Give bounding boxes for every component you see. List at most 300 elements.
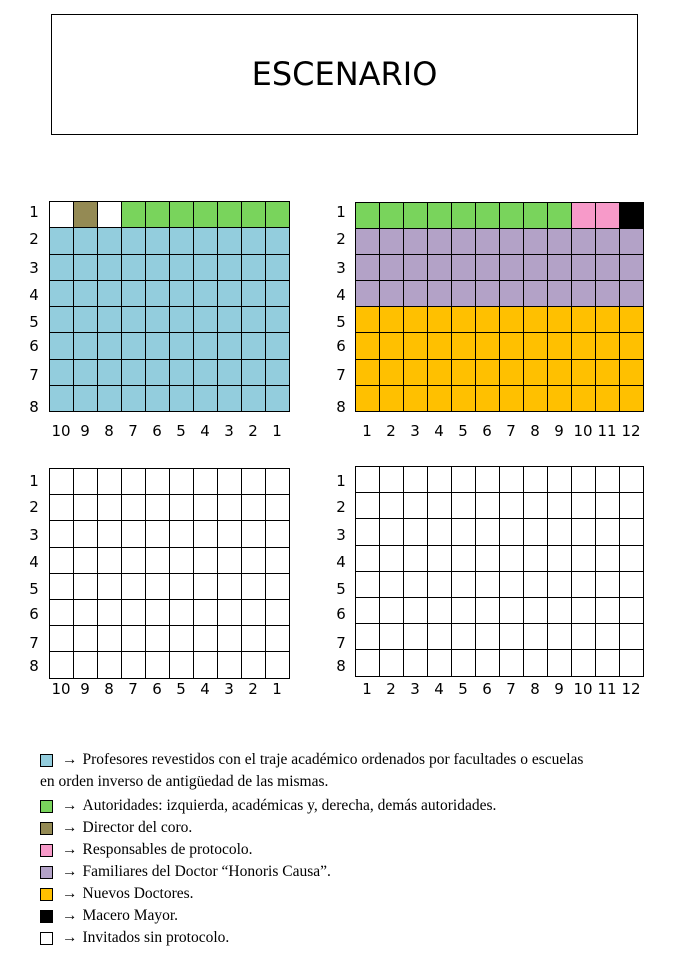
legend-text: Profesores revestidos con el traje académico ordenados por facultades o escuelas (82, 751, 584, 768)
seat-cell (50, 548, 74, 574)
seat-cell (146, 521, 170, 547)
seat-cell (266, 548, 290, 574)
seat-cell (194, 202, 218, 228)
seat-cell (146, 228, 170, 254)
seat-cell (266, 574, 290, 600)
seat-cell (170, 521, 194, 547)
seat-cell (548, 333, 572, 359)
seat-cell (548, 229, 572, 255)
seat-cell (194, 652, 218, 678)
seat-cell (74, 548, 98, 574)
seat-cell (476, 307, 500, 333)
seat-cell (548, 624, 572, 650)
seat-cell (548, 493, 572, 519)
seat-cell (146, 600, 170, 626)
seat-cell (500, 333, 524, 359)
seat-cell (404, 572, 428, 598)
seat-cell (122, 574, 146, 600)
seat-cell (242, 281, 266, 307)
seat-cell (620, 572, 644, 598)
seat-cell (452, 333, 476, 359)
seat-cell (356, 333, 380, 359)
seat-cell (50, 521, 74, 547)
seat-cell (194, 281, 218, 307)
seat-cell (242, 495, 266, 521)
column-label: 5 (176, 422, 186, 440)
seat-cell (266, 495, 290, 521)
seat-cell (122, 281, 146, 307)
seat-cell (266, 469, 290, 495)
seat-cell (218, 495, 242, 521)
seat-cell (524, 467, 548, 493)
seat-cell (122, 652, 146, 678)
column-label: 2 (248, 680, 258, 698)
column-label: 5 (458, 680, 468, 698)
seat-cell (500, 360, 524, 386)
seat-cell (74, 202, 98, 228)
seat-cell (572, 493, 596, 519)
seat-cell (452, 572, 476, 598)
row-label: 1 (29, 472, 39, 490)
column-label: 4 (434, 422, 444, 440)
seat-cell (572, 598, 596, 624)
column-label: 3 (410, 422, 420, 440)
seat-cell (524, 307, 548, 333)
seat-cell (146, 574, 170, 600)
seat-cell (572, 650, 596, 676)
seat-cell (218, 521, 242, 547)
seating-grid-top-right (355, 202, 644, 412)
seat-cell (548, 360, 572, 386)
row-label: 3 (336, 259, 346, 277)
seat-cell (266, 360, 290, 386)
seat-cell (500, 386, 524, 412)
seat-cell (98, 521, 122, 547)
seat-cell (476, 546, 500, 572)
seat-cell (428, 360, 452, 386)
row-label: 8 (29, 657, 39, 675)
seat-cell (524, 281, 548, 307)
row-label: 2 (29, 498, 39, 516)
arrow-icon: → (62, 797, 78, 814)
seat-cell (98, 626, 122, 652)
seat-cell (404, 598, 428, 624)
legend-swatch (40, 822, 53, 835)
legend-item (40, 907, 178, 925)
seat-cell (500, 546, 524, 572)
seat-cell (428, 307, 452, 333)
seat-cell (50, 333, 74, 359)
seat-cell (428, 229, 452, 255)
seat-cell (452, 650, 476, 676)
seat-cell (476, 333, 500, 359)
row-label: 1 (336, 203, 346, 221)
seat-cell (170, 202, 194, 228)
seat-cell (500, 519, 524, 545)
row-label: 5 (336, 313, 346, 331)
seat-cell (596, 229, 620, 255)
column-label: 9 (80, 680, 90, 698)
seat-cell (218, 574, 242, 600)
seat-cell (620, 229, 644, 255)
column-label: 6 (482, 680, 492, 698)
seat-cell (146, 333, 170, 359)
seat-cell (380, 255, 404, 281)
seat-cell (50, 469, 74, 495)
seat-cell (98, 228, 122, 254)
seat-cell (170, 228, 194, 254)
seat-cell (452, 493, 476, 519)
seat-cell (266, 521, 290, 547)
seat-cell (572, 467, 596, 493)
seat-cell (572, 519, 596, 545)
legend-text: Familiares del Doctor “Honoris Causa”. (82, 863, 331, 880)
seat-cell (98, 495, 122, 521)
seat-cell (356, 598, 380, 624)
seat-cell (194, 228, 218, 254)
seat-cell (620, 546, 644, 572)
seat-cell (500, 203, 524, 229)
seat-cell (524, 546, 548, 572)
seat-cell (380, 281, 404, 307)
seat-cell (428, 203, 452, 229)
seat-cell (218, 652, 242, 678)
seat-cell (356, 572, 380, 598)
stage-title: ESCENARIO (251, 55, 438, 93)
seat-cell (122, 495, 146, 521)
seat-cell (428, 493, 452, 519)
seat-cell (218, 386, 242, 412)
seat-cell (452, 203, 476, 229)
seat-cell (122, 202, 146, 228)
seat-cell (170, 626, 194, 652)
seat-cell (500, 572, 524, 598)
seat-cell (122, 521, 146, 547)
seat-cell (356, 203, 380, 229)
seat-cell (524, 598, 548, 624)
seat-cell (548, 467, 572, 493)
seat-cell (242, 255, 266, 281)
seat-cell (500, 307, 524, 333)
seating-grid-bottom-right (355, 466, 644, 677)
seat-cell (596, 281, 620, 307)
seat-cell (428, 333, 452, 359)
column-label: 10 (51, 680, 71, 698)
seat-cell (620, 650, 644, 676)
seat-cell (596, 519, 620, 545)
seat-cell (356, 360, 380, 386)
seat-cell (572, 229, 596, 255)
seat-cell (218, 202, 242, 228)
arrow-icon: → (62, 819, 78, 836)
seat-cell (98, 307, 122, 333)
seat-cell (122, 626, 146, 652)
arrow-icon: → (62, 863, 78, 880)
seat-cell (50, 228, 74, 254)
seat-cell (476, 493, 500, 519)
seat-cell (122, 548, 146, 574)
seat-cell (596, 650, 620, 676)
legend-text: Macero Mayor. (82, 907, 179, 924)
seat-cell (170, 574, 194, 600)
legend-text: Responsables de protocolo. (82, 841, 253, 858)
seat-cell (122, 600, 146, 626)
seat-cell (524, 360, 548, 386)
seat-cell (572, 386, 596, 412)
seat-cell (452, 519, 476, 545)
seat-cell (74, 652, 98, 678)
seat-cell (452, 467, 476, 493)
seat-cell (380, 360, 404, 386)
seat-cell (146, 548, 170, 574)
row-label: 4 (29, 553, 39, 571)
seat-cell (50, 307, 74, 333)
legend-item (40, 797, 496, 815)
row-label: 7 (29, 366, 39, 384)
seat-cell (146, 469, 170, 495)
arrow-icon: → (62, 841, 78, 858)
seat-cell (98, 548, 122, 574)
seat-cell (620, 386, 644, 412)
seat-cell (98, 333, 122, 359)
seat-cell (242, 600, 266, 626)
seat-cell (620, 598, 644, 624)
seat-cell (380, 598, 404, 624)
seat-cell (596, 255, 620, 281)
seat-cell (548, 307, 572, 333)
seat-cell (194, 548, 218, 574)
seat-cell (146, 386, 170, 412)
seat-cell (620, 255, 644, 281)
seat-cell (548, 598, 572, 624)
row-label: 8 (29, 398, 39, 416)
seat-cell (500, 598, 524, 624)
seat-cell (170, 652, 194, 678)
seat-cell (50, 626, 74, 652)
seat-cell (74, 360, 98, 386)
seat-cell (122, 360, 146, 386)
seat-cell (122, 228, 146, 254)
seat-cell (452, 255, 476, 281)
row-label: 6 (336, 605, 346, 623)
seat-cell (572, 546, 596, 572)
seat-cell (242, 202, 266, 228)
column-label: 3 (224, 422, 234, 440)
row-label: 1 (336, 472, 346, 490)
seat-cell (596, 203, 620, 229)
seat-cell (74, 307, 98, 333)
seat-cell (476, 281, 500, 307)
row-label: 4 (336, 553, 346, 571)
legend-text: Nuevos Doctores. (82, 885, 194, 902)
seat-cell (50, 495, 74, 521)
seat-cell (74, 521, 98, 547)
column-label: 12 (621, 680, 641, 698)
seat-cell (356, 624, 380, 650)
seat-cell (500, 467, 524, 493)
seat-cell (356, 386, 380, 412)
arrow-icon: → (62, 751, 78, 768)
seat-cell (146, 281, 170, 307)
seat-cell (122, 307, 146, 333)
seat-cell (218, 626, 242, 652)
seat-cell (428, 386, 452, 412)
column-label: 9 (554, 422, 564, 440)
row-label: 6 (29, 337, 39, 355)
seat-cell (404, 203, 428, 229)
seat-cell (596, 598, 620, 624)
column-label: 11 (597, 422, 617, 440)
seat-cell (524, 229, 548, 255)
seat-cell (500, 650, 524, 676)
seat-cell (242, 521, 266, 547)
seat-cell (500, 624, 524, 650)
seat-cell (194, 360, 218, 386)
seat-cell (620, 281, 644, 307)
seat-cell (524, 493, 548, 519)
seat-cell (50, 281, 74, 307)
seat-cell (380, 307, 404, 333)
seat-cell (404, 360, 428, 386)
seat-cell (194, 600, 218, 626)
column-label: 9 (80, 422, 90, 440)
seat-cell (218, 360, 242, 386)
seat-cell (146, 255, 170, 281)
row-label: 7 (336, 634, 346, 652)
seat-cell (500, 493, 524, 519)
seat-cell (620, 203, 644, 229)
seat-cell (74, 600, 98, 626)
seat-cell (170, 255, 194, 281)
seat-cell (98, 574, 122, 600)
seat-cell (572, 333, 596, 359)
seat-cell (242, 386, 266, 412)
row-label: 5 (29, 580, 39, 598)
seat-cell (524, 255, 548, 281)
legend-text: Invitados sin protocolo. (82, 929, 230, 946)
column-label: 6 (152, 422, 162, 440)
seat-cell (548, 650, 572, 676)
seat-cell (266, 255, 290, 281)
seat-cell (572, 307, 596, 333)
seat-cell (476, 255, 500, 281)
legend-item (40, 929, 229, 947)
legend-item (40, 863, 331, 881)
row-label: 6 (29, 605, 39, 623)
stage-box (51, 14, 638, 135)
legend-swatch (40, 800, 53, 813)
seat-cell (194, 495, 218, 521)
seat-cell (476, 203, 500, 229)
column-label: 8 (530, 422, 540, 440)
seat-cell (122, 333, 146, 359)
seat-cell (218, 600, 242, 626)
seat-cell (380, 203, 404, 229)
seat-cell (218, 255, 242, 281)
seat-cell (524, 386, 548, 412)
seat-cell (524, 650, 548, 676)
column-label: 4 (200, 680, 210, 698)
column-label: 4 (200, 422, 210, 440)
seat-cell (146, 652, 170, 678)
seat-cell (98, 652, 122, 678)
row-label: 3 (29, 526, 39, 544)
arrow-icon: → (62, 907, 78, 924)
seat-cell (620, 624, 644, 650)
seat-cell (452, 386, 476, 412)
seat-cell (74, 469, 98, 495)
seat-cell (452, 307, 476, 333)
seat-cell (218, 228, 242, 254)
seat-cell (620, 360, 644, 386)
seat-cell (524, 624, 548, 650)
seat-cell (74, 386, 98, 412)
seat-cell (170, 548, 194, 574)
legend-swatch (40, 844, 53, 857)
seat-cell (404, 281, 428, 307)
seat-cell (170, 307, 194, 333)
seat-cell (476, 650, 500, 676)
seat-cell (74, 281, 98, 307)
seat-cell (122, 255, 146, 281)
seat-cell (596, 333, 620, 359)
seat-cell (218, 333, 242, 359)
column-label: 1 (272, 422, 282, 440)
seat-cell (500, 255, 524, 281)
seat-cell (242, 652, 266, 678)
column-label: 10 (573, 680, 593, 698)
seat-cell (98, 469, 122, 495)
seat-cell (572, 572, 596, 598)
seat-cell (572, 281, 596, 307)
seat-cell (170, 600, 194, 626)
legend-item (40, 819, 192, 837)
column-label: 8 (104, 680, 114, 698)
seat-cell (596, 546, 620, 572)
column-label: 7 (128, 680, 138, 698)
legend-text-continuation: en orden inverso de antigüedad de las mismas. (40, 773, 329, 790)
seat-cell (428, 546, 452, 572)
column-label: 1 (362, 680, 372, 698)
column-label: 10 (573, 422, 593, 440)
seat-cell (50, 255, 74, 281)
seat-cell (50, 574, 74, 600)
seat-cell (548, 572, 572, 598)
column-label: 1 (272, 680, 282, 698)
seat-cell (596, 624, 620, 650)
seat-cell (476, 519, 500, 545)
seat-cell (194, 469, 218, 495)
seat-cell (266, 228, 290, 254)
seat-cell (242, 574, 266, 600)
seat-cell (242, 307, 266, 333)
seat-cell (476, 360, 500, 386)
column-label: 7 (506, 680, 516, 698)
seat-cell (356, 546, 380, 572)
seat-cell (74, 228, 98, 254)
legend-item (40, 751, 583, 769)
seat-cell (356, 307, 380, 333)
seat-cell (74, 626, 98, 652)
seat-cell (476, 572, 500, 598)
row-label: 2 (336, 498, 346, 516)
seat-cell (122, 469, 146, 495)
seat-cell (98, 386, 122, 412)
seat-cell (266, 333, 290, 359)
seat-cell (170, 281, 194, 307)
legend-swatch (40, 866, 53, 879)
seat-cell (428, 467, 452, 493)
